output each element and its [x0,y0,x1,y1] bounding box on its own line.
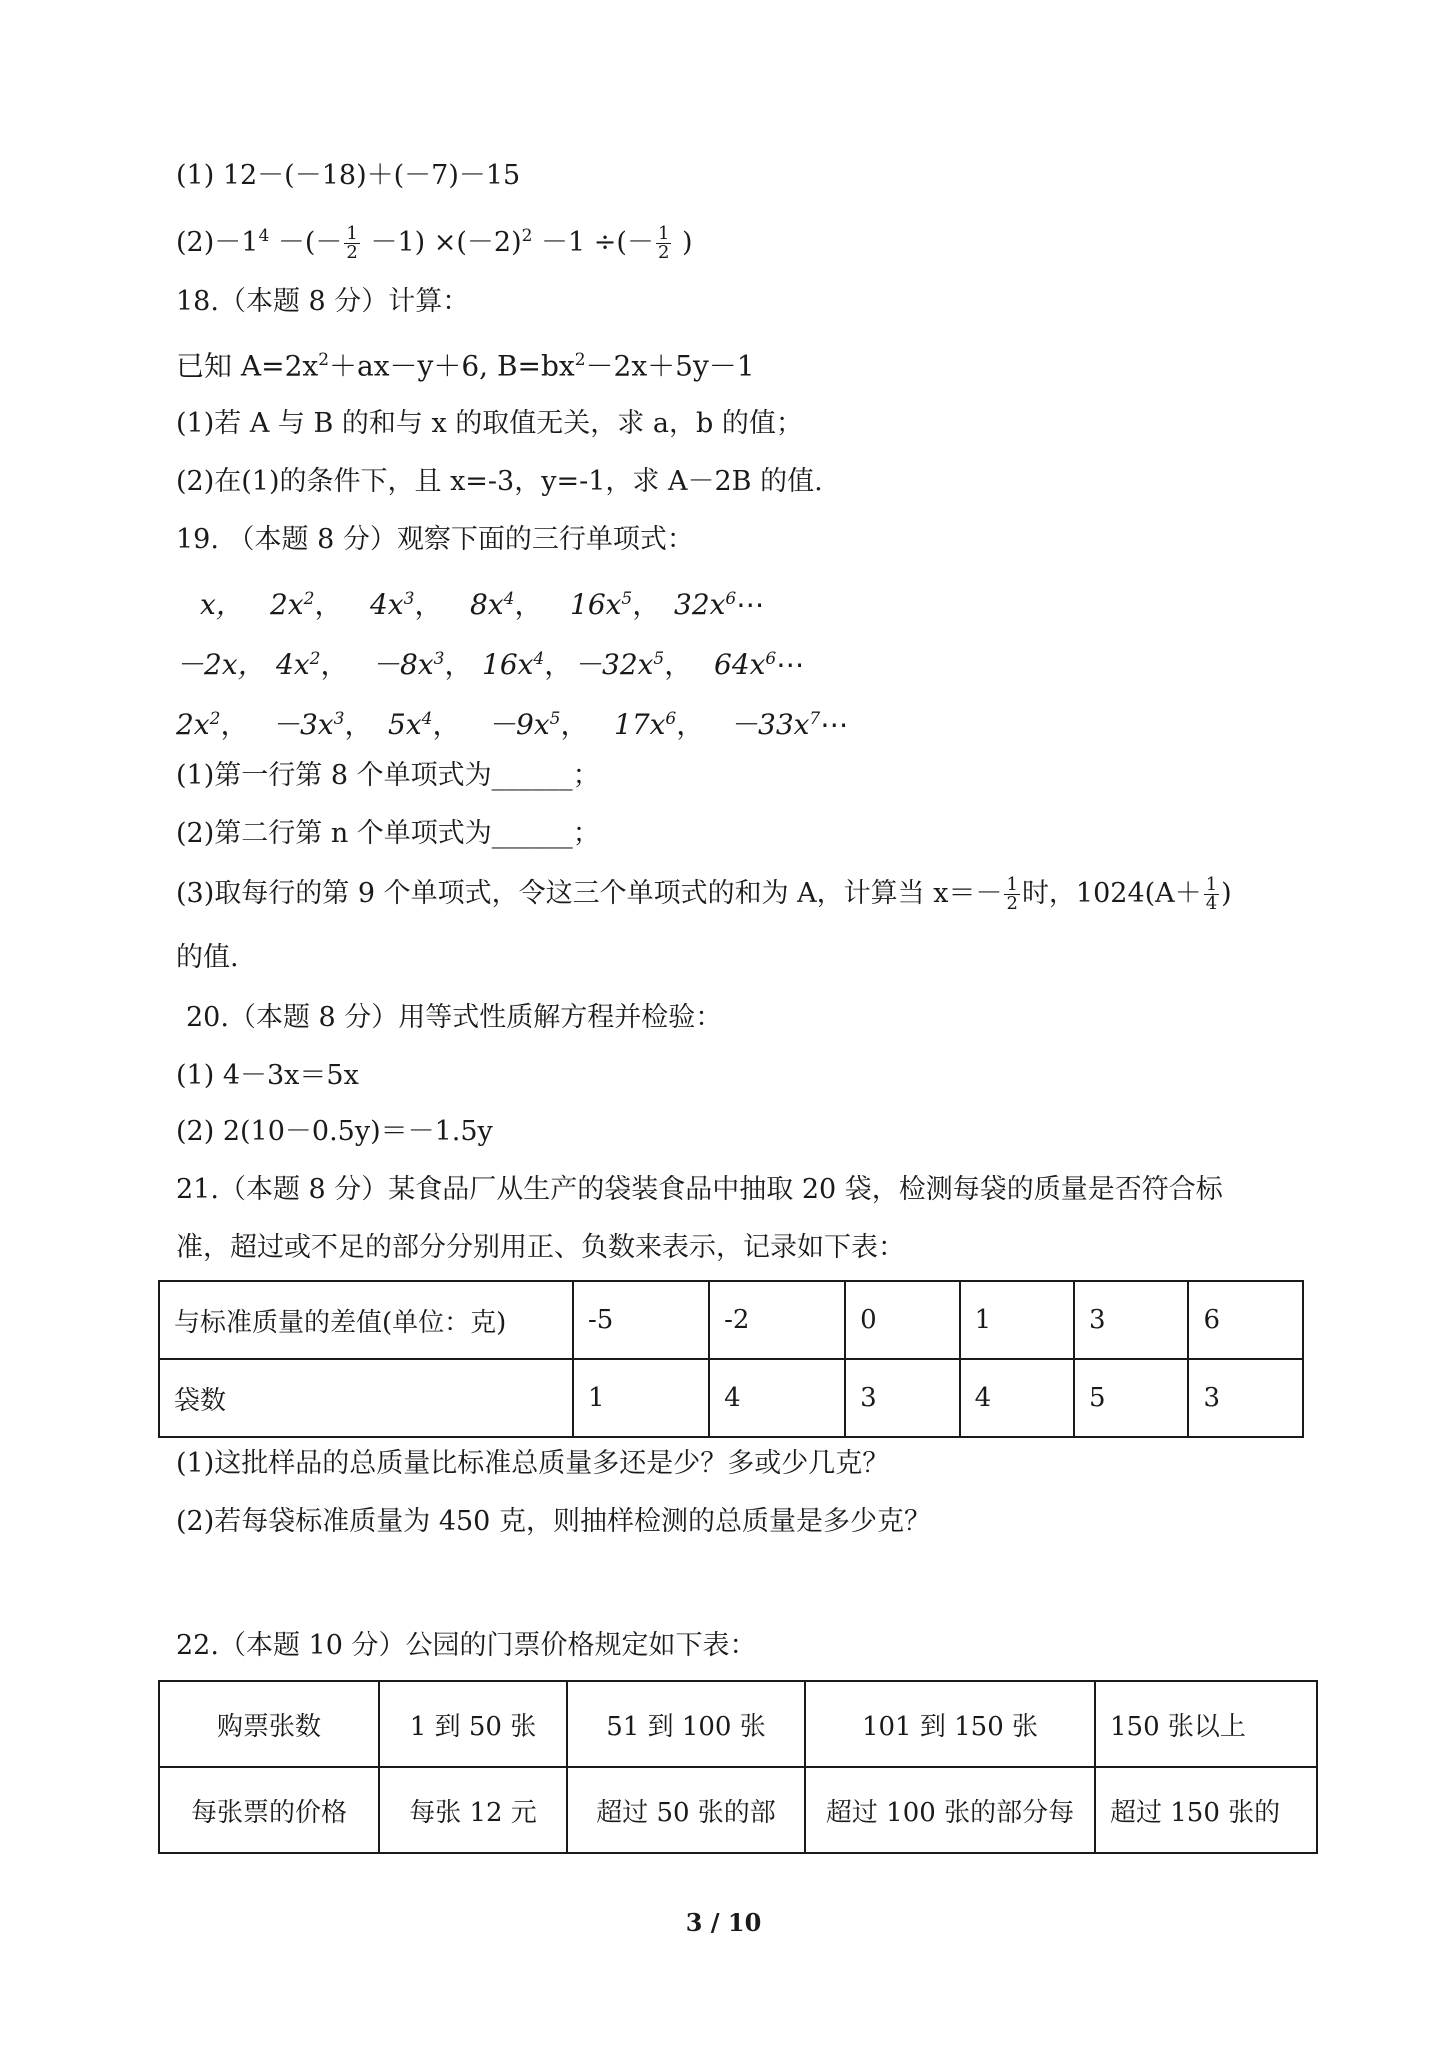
monomial-row-2 [176,640,824,684]
q20-part1: (1) 4－3x＝5x [176,1060,359,1091]
fraction: $\frac{1}{4}$ [1205,874,1218,914]
monomial-term: $2x^2$， [176,708,249,742]
table-cell: -5 [573,1281,709,1359]
monomial-row-1 [200,580,794,624]
q21-part2: (2)若每袋标准质量为 450 克，则抽样检测的总质量是多少克？ [176,1506,931,1537]
table-cell: 3 [1074,1281,1188,1359]
q18-given: 已知 $A=2x^2+ax-y+6$, $B=bx^2-2x+5y-1$ [176,349,755,383]
q18-heading: 18.（本题 8 分）计算： [176,286,470,317]
table-cell: 超过 150 张的 [1095,1767,1317,1853]
monomial-row-3 [176,700,860,744]
q19-part2: (2)第二行第 n 个单项式为______； [176,818,600,849]
monomial-term: $-33x^7\cdots$ [730,708,849,742]
q19-heading: 19. （本题 8 分）观察下面的三行单项式： [176,524,694,555]
table-cell: 4 [960,1359,1074,1437]
monomial-term: $4x^3$， [370,588,443,622]
table-cell: 5 [1074,1359,1188,1437]
table-row [159,1281,1303,1359]
table-cell: 4 [709,1359,845,1437]
table-cell: -2 [709,1281,845,1359]
q19-part1: (1)第一行第 8 个单项式为______； [176,760,600,791]
table-cell: 0 [845,1281,959,1359]
q22-heading: 22.（本题 10 分）公园的门票价格规定如下表： [176,1630,757,1661]
monomial-term: $16x^4$， [482,648,573,682]
q18-part1: (1)若 A 与 B 的和与 x 的取值无关，求 a，b 的值； [176,408,803,439]
monomial-term: $64x^6\cdots$ [714,648,805,682]
q20-heading: 20.（本题 8 分）用等式性质解方程并检验： [186,1002,723,1033]
monomial-term: $-3x^3$， [272,708,373,742]
monomial-term: $-32x^5$， [574,648,693,682]
q17-part1: (1) 12－(－18)＋(－7)－15 [176,160,521,191]
deviation-table [158,1280,1304,1438]
monomial-term: $2x^2$， [270,588,343,622]
monomial-term: $16x^5$， [570,588,661,622]
fraction: $\frac{1}{2}$ [657,223,670,263]
monomial-term: $-9x^5$， [488,708,589,742]
table-cell: 每张票的价格 [159,1767,379,1853]
q19-part3: (3)取每行的第 9 个单项式，令这三个单项式的和为 A，计算当 x＝－ $\frac{1}{2}$ 时，1024(A＋ $\frac{1}{4}$ ) [176,874,1232,914]
table-cell: 1 [573,1359,709,1437]
monomial-term: $32x^6\cdots$ [674,588,765,622]
q21-heading-line2: 准，超过或不足的部分分别用正、负数来表示，记录如下表： [176,1232,905,1263]
table-cell: 购票张数 [159,1681,379,1767]
table-cell: 3 [845,1359,959,1437]
q21-part1: (1)这批样品的总质量比标准总质量多还是少？多或少几克？ [176,1448,890,1479]
table-cell: 6 [1188,1281,1303,1359]
table-cell: 150 张以上 [1095,1681,1317,1767]
table-cell: 3 [1188,1359,1303,1437]
table-cell: 每张 12 元 [379,1767,567,1853]
table-cell: 51 到 100 张 [567,1681,805,1767]
table-cell: 101 到 150 张 [805,1681,1095,1767]
table-cell: 1 到 50 张 [379,1681,567,1767]
table-cell: 袋数 [159,1359,573,1437]
monomial-term: $17x^6$， [614,708,705,742]
q18-part2: (2)在(1)的条件下，且 x=-3，y=-1，求 A－2B 的值. [176,466,823,497]
table-cell: 超过 50 张的部 [567,1767,805,1853]
q17-part2: $(2)-1^4$ －(－ $\frac{1}{2}$ $-1) \times(-2)^2 -1$ ÷(－ $\frac{1}{2}$ ) [176,223,693,263]
table-row [159,1767,1317,1853]
q21-heading-line1: 21.（本题 8 分）某食品厂从生产的袋装食品中抽取 20 袋，检测每袋的质量是否符合标 [176,1174,1223,1205]
table-cell: 1 [960,1281,1074,1359]
q19-part3-tail: 的值. [176,942,239,973]
table-cell: 与标准质量的差值(单位：克) [159,1281,573,1359]
monomial-term: $-8x^3$， [372,648,473,682]
monomial-term: $4x^2$， [276,648,349,682]
monomial-term: x， [200,588,244,622]
table-row [159,1359,1303,1437]
ticket-price-table [158,1680,1318,1854]
monomial-term: $8x^4$， [470,588,543,622]
fraction: $\frac{1}{2}$ [1006,874,1018,914]
monomial-term: －2x， [176,648,266,682]
page-number: 3 / 10 [685,1908,762,1937]
monomial-term: $5x^4$， [388,708,461,742]
table-cell: 超过 100 张的部分每 [805,1767,1095,1853]
q20-part2: (2) 2(10－0.5y)＝－1.5y [176,1116,493,1147]
fraction: $\frac{1}{2}$ [346,223,358,263]
table-row [159,1681,1317,1767]
